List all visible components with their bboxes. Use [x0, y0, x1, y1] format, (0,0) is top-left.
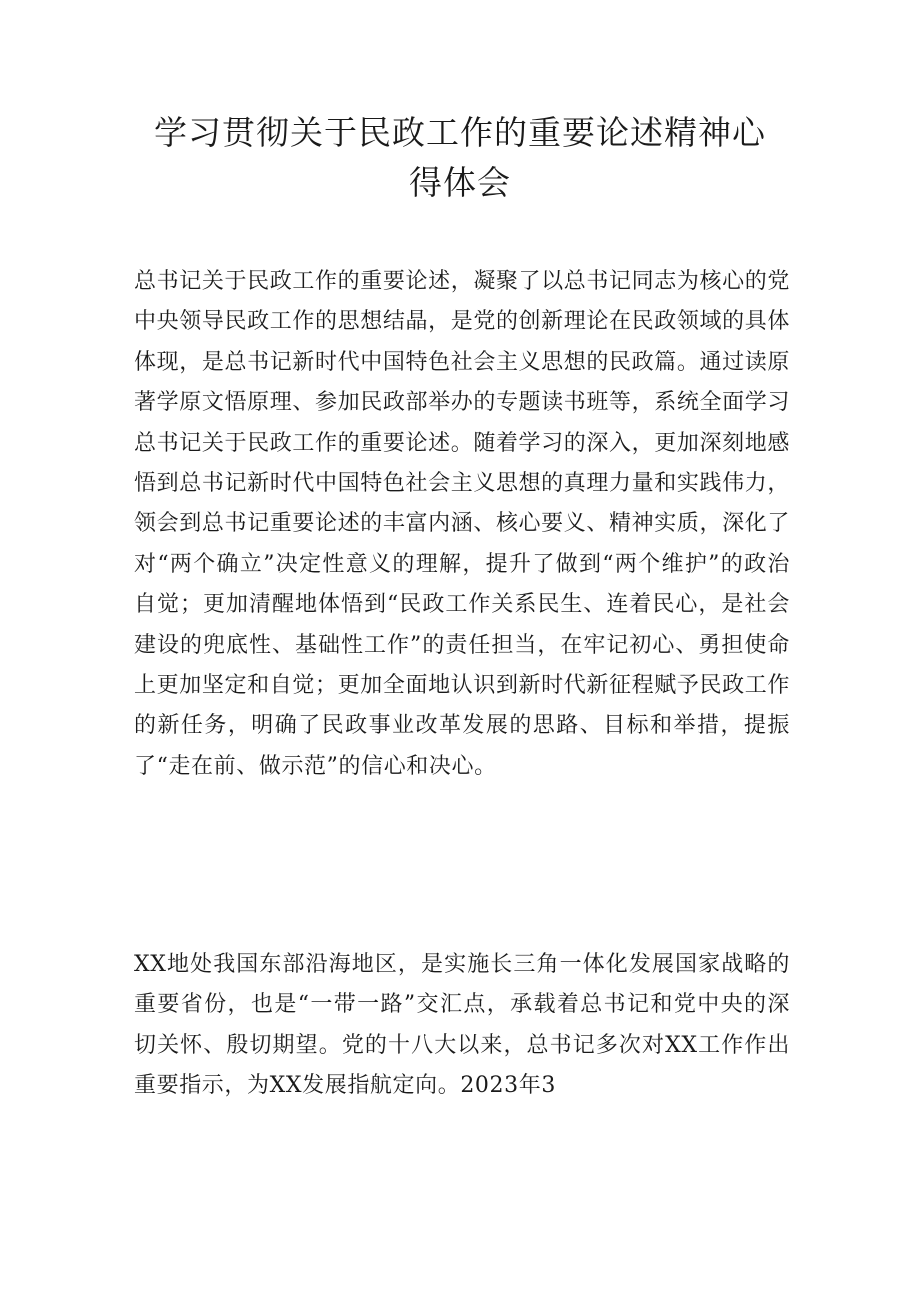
document-title [110, 108, 810, 208]
body-paragraph-1: 总书记关于民政工作的重要论述，凝聚了以总书记同志为核心的党中央领导民政工作的思想结晶，是党的创新理论在民政领域的具体体现，是总书记新时代中国特色社会主义思想的民政篇。通过读原著学原文悟原理、参加民政部举办的专题读书班等，系统全面学习总书记关于民政工作的重要论述。随着学习的深入，更加深刻地感悟到总书记新时代中国特色社会主义思想的真理力量和实践伟力，领会到总书记重要论述的丰富内涵、核心要义、精神实质，深化了对“两个确立”决定性意义的理解，提升了做到“两个维护”的政治自觉；更加清醒地体悟到“民政工作关系民生、连着民心，是社会建设的兜底性、基础性工作”的责任担当，在牢记初心、勇担使命上更加坚定和自觉；更加全面地认识到新时代新征程赋予民政工作的新任务，明确了民政事业改革发展的思路、目标和举措，提振了“走在前、做示范”的信心和决心。 [134, 269, 790, 779]
title-line-1: 学习贯彻关于民政工作的重要论述精神心 [154, 113, 766, 152]
title-line-2: 得体会 [409, 163, 511, 202]
body-paragraph-2: XX地处我国东部沿海地区，是实施长三角一体化发展国家战略的重要省份，也是“一带一路”交汇点，承载着总书记和党中央的深切关怀、殷切期望。党的十八大以来，总书记多次对XX工作作出重要指示，为XX发展指航定向。2023年3 [134, 952, 790, 1099]
